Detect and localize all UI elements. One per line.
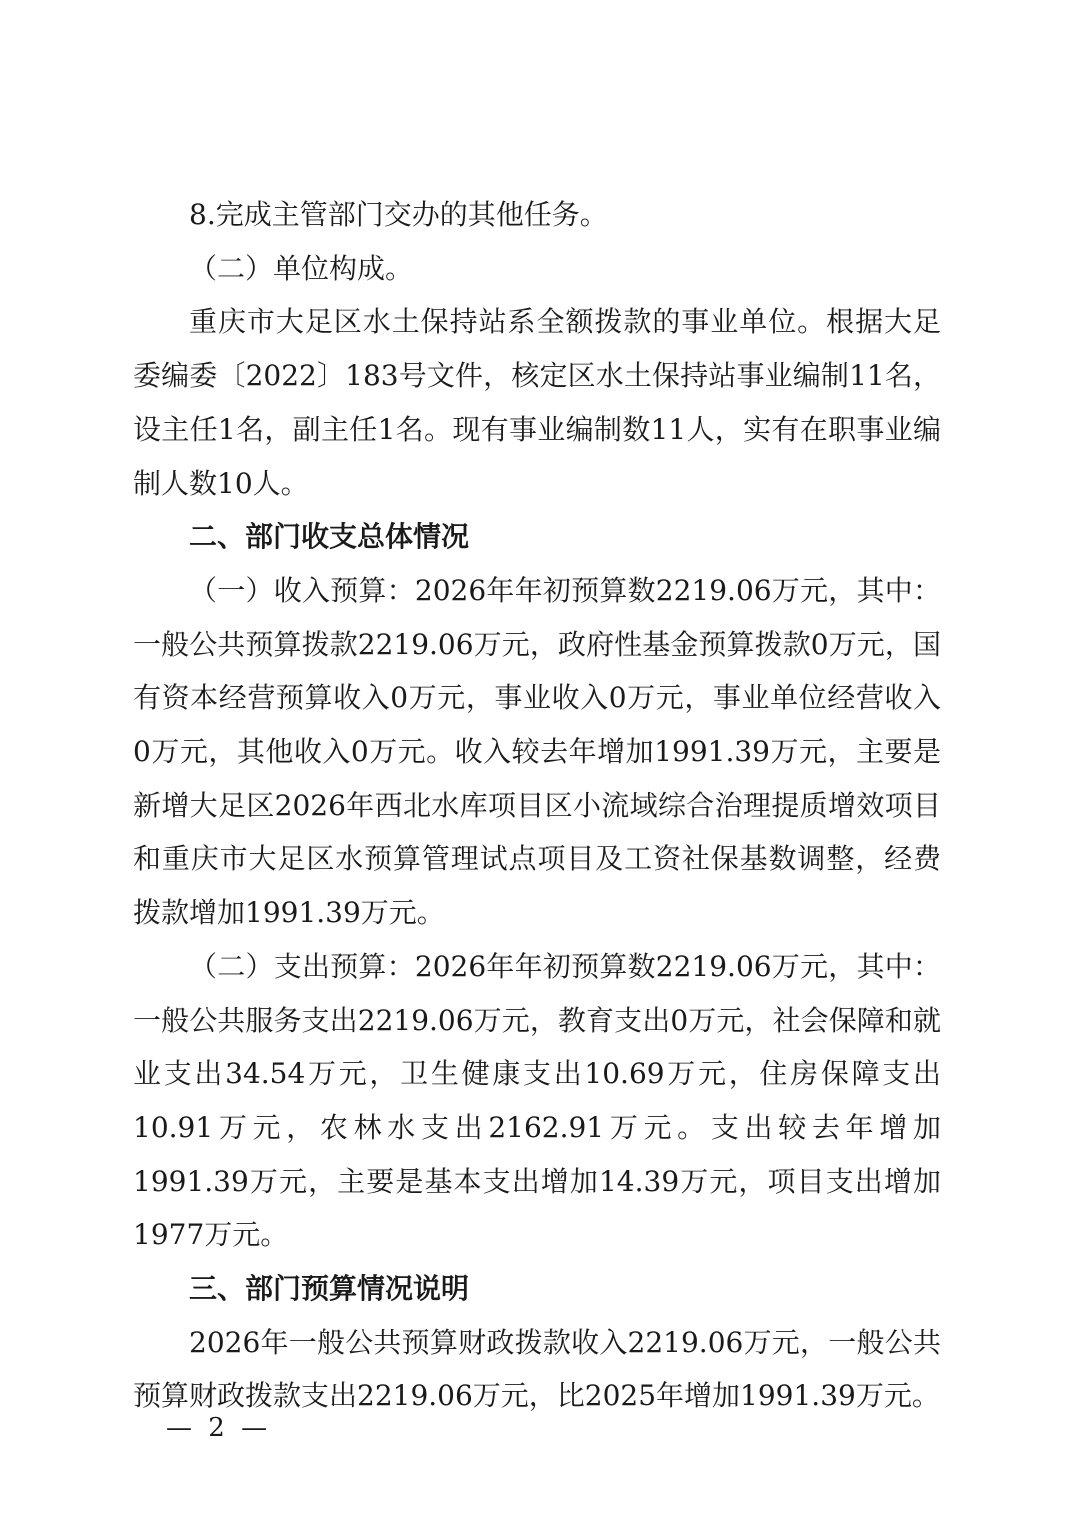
paragraph-income-budget: （一）收入预算：2026年年初预算数2219.06万元，其中：一般公共预算拨款2219.06万元，政府性基金预算拨款0万元，国有资本经营预算收入0万元，事业收入0万元，事业单位经营收入0万元，其他收入0万元。收入较去年增加1991.39万元，主要是新增大足区2026年西北水库项目区小流域综合治理提质增效项目和重庆市大足区水预算管理试点项目及工资社保基数调整，经费拨款增加1991.39万元。 [133, 573, 941, 930]
paragraph-task-8: 8.完成主管部门交办的其他任务。 [189, 198, 608, 231]
paragraph-expenditure-budget: （二）支出预算：2026年年初预算数2219.06万元，其中：一般公共服务支出2219.06万元，教育支出0万元，社会保障和就业支出34.54万元，卫生健康支出10.69万元，住房保障支出10.91万元，农林水支出2162.91万元。支出较去年增加1991.39万元，主要是基本支出增加14.39万元，项目支出增加1977万元。 [133, 949, 941, 1252]
section-heading-income-expenditure: 二、部门收支总体情况 [189, 520, 470, 554]
paragraph-budget-explanation: 2026年一般公共预算财政拨款收入2219.06万元，一般公共预算财政拨款支出2219.06万元，比2025年增加1991.39万元。 [133, 1325, 941, 1413]
paragraph-unit-composition: 重庆市大足区水土保持站系全额拨款的事业单位。根据大足委编委〔2022〕183号文件，核定区水土保持站事业编制11名，设主任1名，副主任1名。现有事业编制数11人，实有在职事业编制人数10人。 [133, 305, 941, 500]
subheading-unit-composition: （二）单位构成。 [189, 251, 414, 285]
page-number: — 2 — [166, 1413, 272, 1443]
section-heading-budget-explanation: 三、部门预算情况说明 [189, 1272, 470, 1306]
document-body [133, 188, 941, 1423]
